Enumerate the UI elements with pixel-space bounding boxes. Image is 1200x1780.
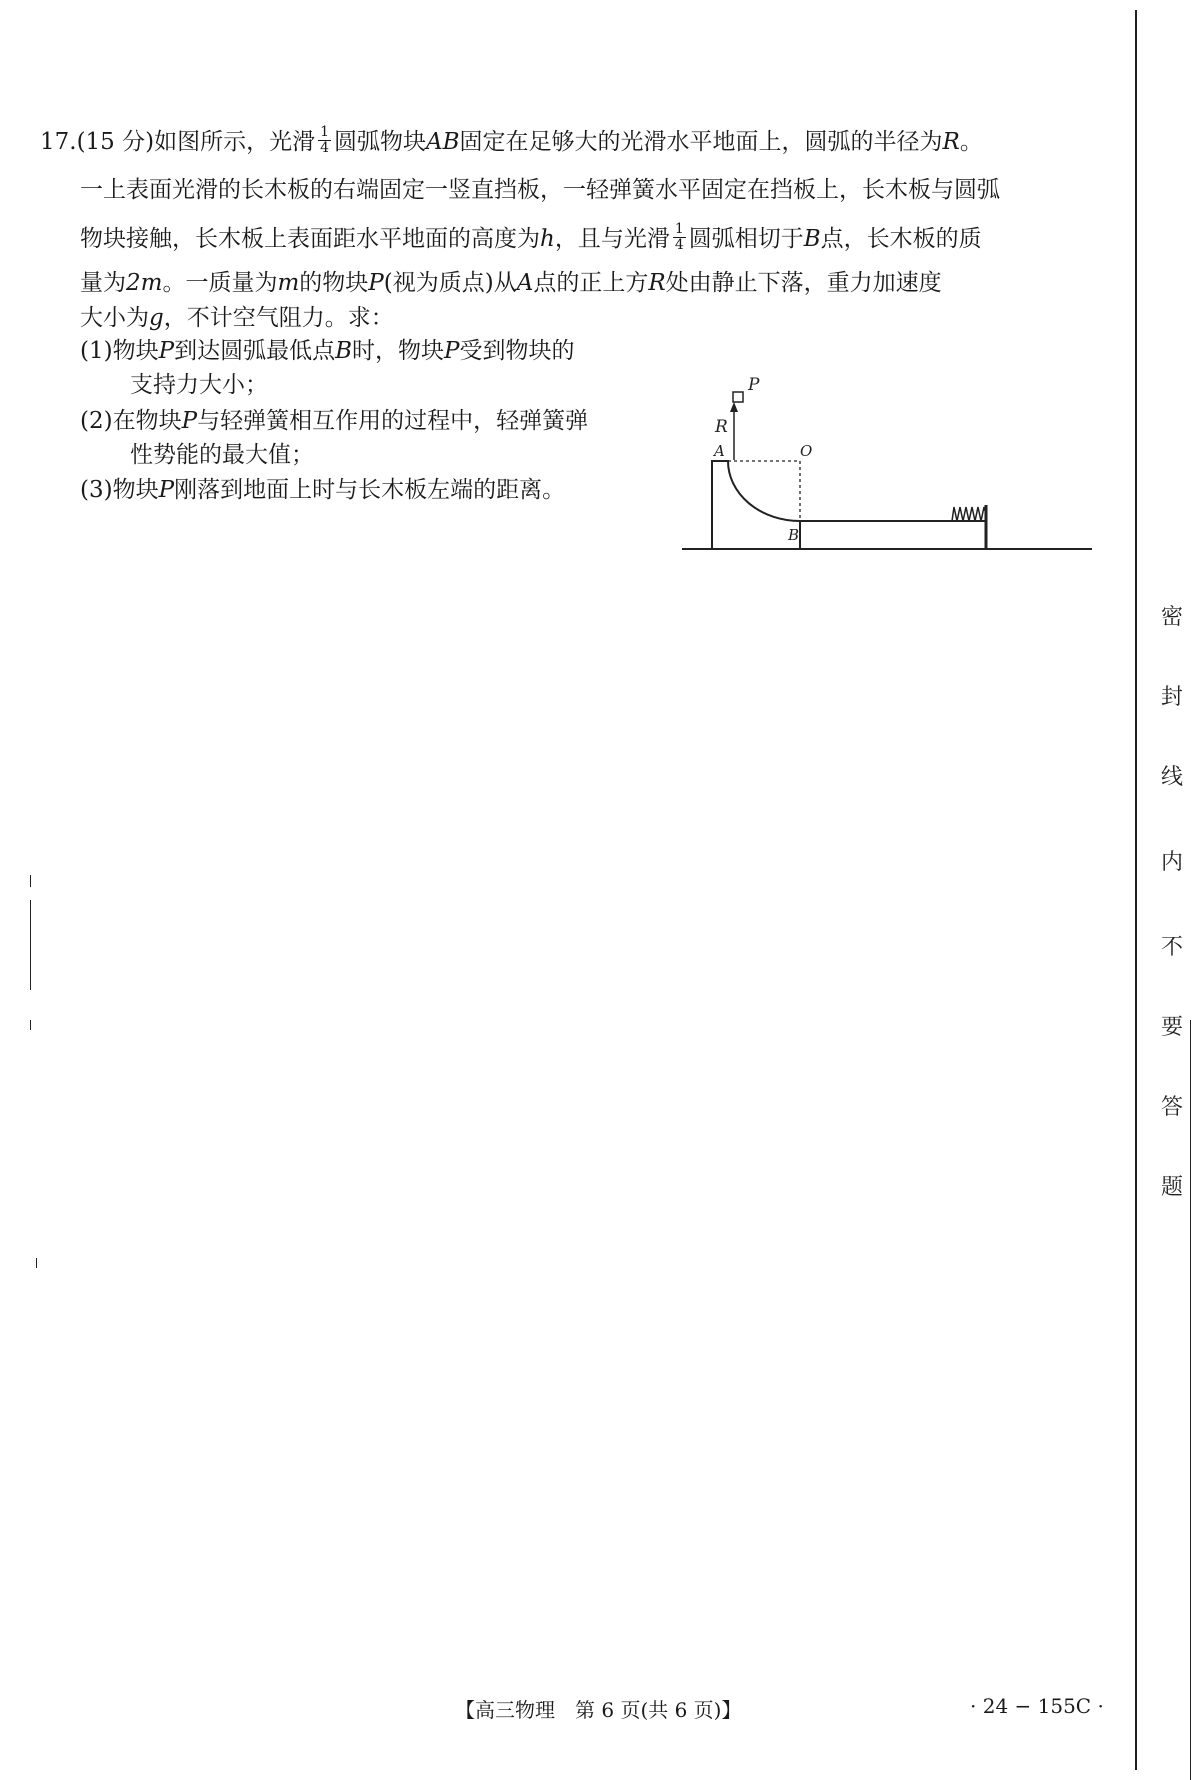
question-number: 17.: [40, 129, 77, 156]
var-P: P: [181, 408, 198, 434]
stem-text: ，不计空气阻力。求：: [163, 305, 394, 331]
fraction-numerator: 1: [674, 221, 684, 237]
var-A: A: [516, 270, 534, 296]
seal-char: 答: [1160, 1095, 1183, 1120]
sub-text: (1)物块: [80, 338, 159, 364]
stem-text: 。一质量为: [162, 270, 278, 296]
question-points: (15 分): [76, 129, 155, 156]
sub-text: (2)在物块: [80, 408, 182, 434]
scan-mark: [30, 900, 31, 990]
stem-text: 圆弧相切于: [688, 226, 804, 253]
arrow-head-icon: [730, 402, 738, 412]
sub-text: 时，物块: [351, 338, 444, 364]
scan-mark: [36, 1258, 37, 1268]
spring-icon: [952, 507, 986, 521]
sub-text: 与轻弹簧相互作用的过程中，轻弹簧弹: [197, 408, 589, 434]
var-B: B: [803, 226, 821, 253]
stem-text: ，且与光滑: [554, 226, 670, 253]
scan-mark: [30, 1020, 31, 1030]
seal-char: 线: [1160, 765, 1183, 790]
sub-text: 刚落到地面上时与长木板左端的距离。: [174, 477, 566, 503]
sub-text: 到达圆弧最低点: [174, 338, 336, 364]
label-p: P: [748, 375, 760, 395]
page-footer: 【高三物理 第 6 页(共 6 页)】: [455, 1698, 742, 1722]
fraction-denominator: 4: [320, 139, 330, 156]
exam-code: · 24 − 155C ·: [970, 1694, 1104, 1718]
seal-char: 题: [1160, 1175, 1183, 1200]
var-R: R: [942, 129, 960, 156]
label-a: A: [714, 442, 725, 460]
sub-text: (3)物块: [80, 477, 159, 503]
stem-text: 固定在足够大的光滑水平地面上，圆弧的半径为: [459, 129, 943, 156]
stem-text: 如图所示，光滑: [154, 129, 316, 156]
sub-text: 性势能的最大值；: [130, 442, 314, 468]
fraction-numerator: 1: [320, 124, 330, 140]
var-P: P: [158, 338, 175, 364]
scan-mark: [30, 875, 31, 887]
seal-char: 封: [1160, 685, 1183, 710]
sub-text: 受到物块的: [459, 338, 575, 364]
label-r: R: [715, 417, 728, 437]
stem-text: 物块接触，长木板上表面距水平地面的高度为: [80, 226, 540, 253]
arc-block: [712, 461, 800, 549]
stem-text: 量为: [80, 270, 126, 296]
physics-figure: [0, 0, 1200, 600]
stem-text: 圆弧物块: [334, 129, 427, 156]
long-board: [800, 521, 986, 549]
var-AB: AB: [426, 129, 460, 156]
var-m: m: [277, 270, 300, 296]
stem-text: 大小为: [80, 305, 149, 331]
seal-char: 密: [1160, 605, 1183, 630]
seal-char: 内: [1160, 850, 1183, 875]
stem-text: 点的正上方: [533, 270, 649, 296]
stem-text: 一上表面光滑的长木板的右端固定一竖直挡板，一轻弹簧水平固定在挡板上，长木板与圆弧: [80, 177, 1000, 203]
label-b: B: [788, 526, 800, 544]
sub-text: 支持力大小；: [130, 372, 268, 398]
var-2m: 2m: [126, 270, 163, 296]
stem-text: (视为质点)从: [383, 270, 517, 296]
fraction-denominator: 4: [674, 236, 684, 253]
var-P: P: [158, 477, 175, 503]
seal-char: 不: [1160, 935, 1183, 960]
var-g: g: [149, 305, 164, 331]
binding-line: [1135, 10, 1137, 1770]
stem-text: 的物块: [299, 270, 369, 296]
binding-line-outer: [1190, 1020, 1191, 1780]
seal-char: 要: [1160, 1015, 1183, 1040]
stem-text: 。: [959, 129, 983, 156]
stem-text: 处由静止下落，重力加速度: [665, 270, 942, 296]
var-B: B: [335, 338, 352, 364]
stem-text: 点，长木板的质: [820, 226, 982, 253]
block-p: [733, 392, 743, 402]
var-R: R: [648, 270, 666, 296]
var-P: P: [443, 338, 460, 364]
var-h: h: [540, 226, 555, 253]
label-o: O: [800, 442, 813, 460]
var-P: P: [368, 270, 384, 296]
